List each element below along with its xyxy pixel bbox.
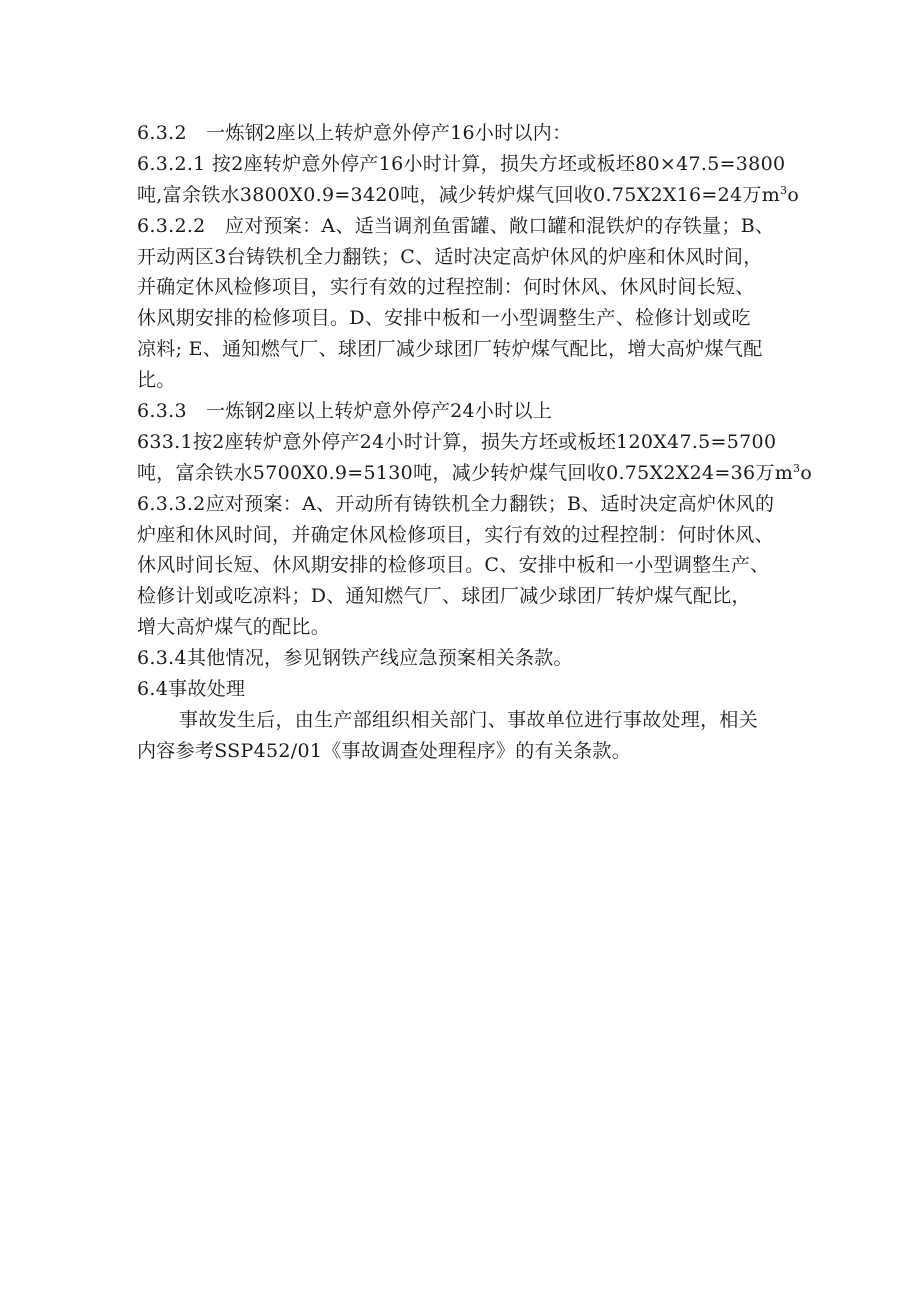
section-6-3-2-2-line: 并确定休风检修项目，实行有效的过程控制：何时休风、休风时间长短、 <box>137 276 755 299</box>
section-6-4-paragraph-line-2: 内容参考SSP452/01《事故调查处理程序》的有关条款。 <box>137 739 632 762</box>
document-body <box>137 118 813 767</box>
section-6-3-3-1-line-2-text: 吨，富余铁水5700X0.9=5130吨，减少转炉煤气回收0.75X2X24=36万m <box>137 461 794 484</box>
section-6-3-2-2-line: 休风期安排的检修项目。D、安排中板和一小型调整生产、检修计划或吃 <box>137 307 751 330</box>
section-6-3-2-2-line: 开动两区3台铸铁机全力翻铁；C、适时决定高炉休风的炉座和休风时间， <box>137 245 763 268</box>
section-6-3-3-1-line-1: 633.1按2座转炉意外停产24小时计算，损失方坯或板坯120X47.5=5700 <box>137 430 777 453</box>
cubic-superscript: 3 <box>780 183 788 197</box>
line-tail: o <box>800 461 813 484</box>
section-6-4-paragraph-line-1: 事故发生后，由生产部组织相关部门、事故单位进行事故处理，相关 <box>179 708 759 731</box>
section-6-3-2-2-line: 6.3.2.2 应对预案：A、适当调剂鱼雷罐、敞口罐和混铁炉的存铁量；B、 <box>137 214 775 237</box>
section-6-3-2-1-line-2-text: 吨,富余铁水3800X0.9=3420吨，减少转炉煤气回收0.75X2X16=24万m <box>137 183 781 206</box>
section-6-3-3-2-line: 6.3.3.2应对预案：A、开动所有铸铁机全力翻铁；B、适时决定高炉休风的 <box>137 492 775 515</box>
section-6-3-2-1-line-1: 6.3.2.1 按2座转炉意外停产16小时计算，损失方坯或板坯80×47.5=3800 <box>137 152 786 175</box>
section-6-3-3-2-line: 休风时间长短、休风期安排的检修项目。C、安排中板和一小型调整生产、 <box>137 554 770 577</box>
line-tail: o <box>787 183 800 206</box>
section-6-3-2-1-line-2 <box>137 180 800 211</box>
section-6-4-heading: 6.4事故处理 <box>137 678 246 701</box>
section-6-3-4-text: 6.3.4其他情况，参见钢铁产线应急预案相关条款。 <box>137 647 573 670</box>
cubic-superscript: 3 <box>793 461 801 475</box>
section-6-3-3-2-line: 增大高炉煤气的配比。 <box>137 616 331 639</box>
section-6-3-2-2-line: 比。 <box>137 369 176 392</box>
section-6-3-3-heading: 6.3.3 一炼钢2座以上转炉意外停产24小时以上 <box>137 400 553 423</box>
section-6-3-3-2-line: 检修计划或吃凉料；D、通知燃气厂、球团厂减少球团厂转炉煤气配比， <box>137 585 751 608</box>
section-6-3-2-2-line: 凉料; E、通知燃气厂、球团厂减少球团厂转炉煤气配比，增大高炉煤气配 <box>137 338 763 361</box>
section-6-3-2-heading: 6.3.2 一炼钢2座以上转炉意外停产16小时以内： <box>137 122 572 144</box>
section-6-3-3-2-line: 炉座和休风时间，并确定休风检修项目，实行有效的过程控制：何时休风、 <box>137 523 774 546</box>
section-6-3-3-1-line-2 <box>137 458 813 489</box>
